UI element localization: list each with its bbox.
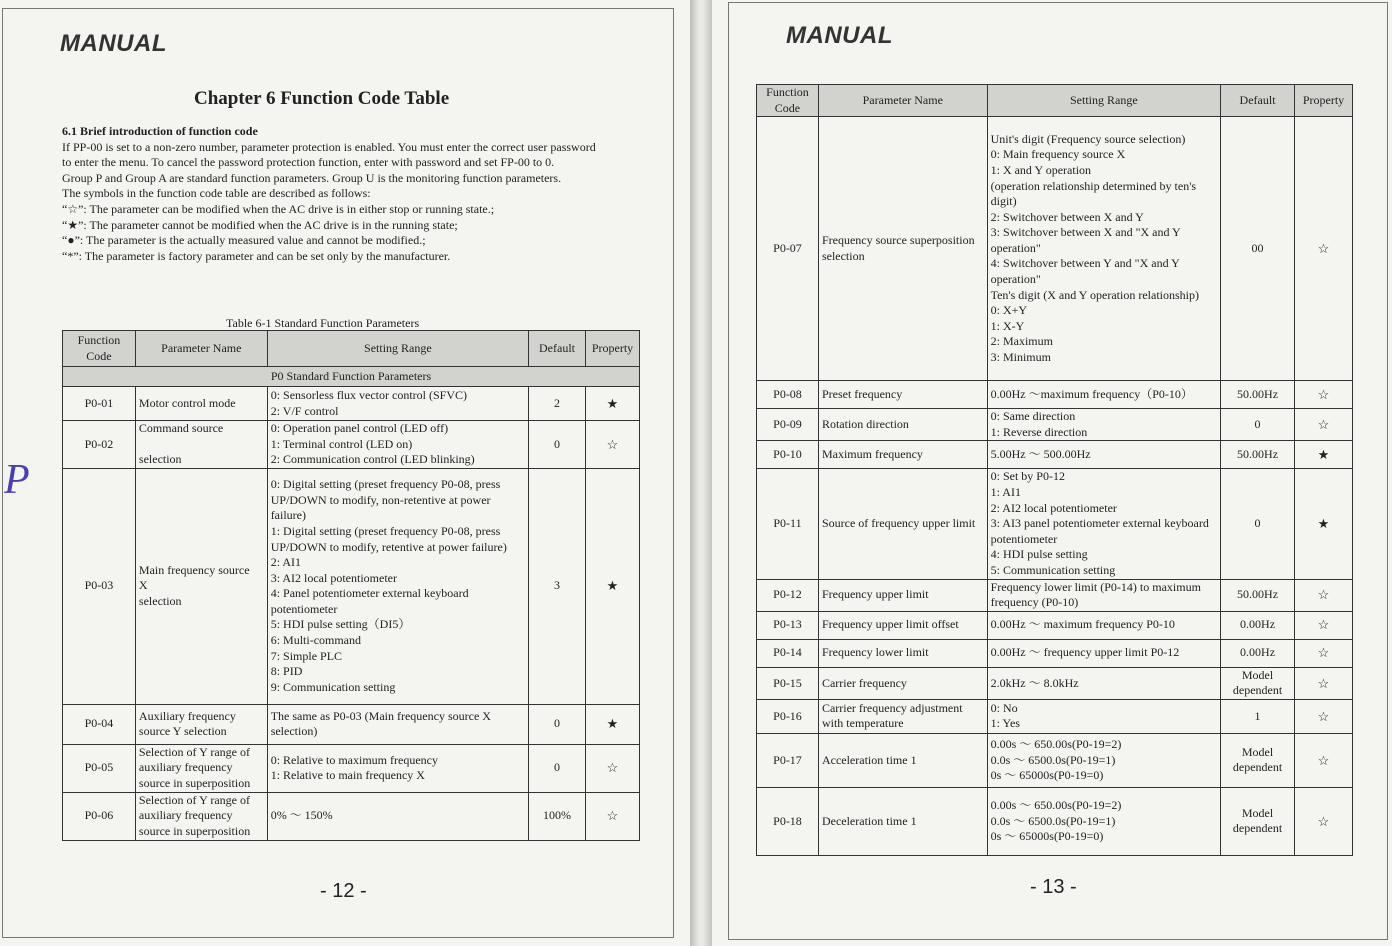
table-subheader: P0 Standard Function Parameters [63,367,640,387]
setting-range-cell: Frequency lower limit (P0-14) to maximum frequency (P0-10) [987,579,1220,611]
default-value-cell: 50.00Hz [1221,579,1295,611]
intro-line: “●”: The parameter is the actually measured value and cannot be modified.; [62,233,426,248]
property-cell: ☆ [1295,787,1353,855]
table-row [757,409,1353,441]
property-cell: ☆ [1295,699,1353,733]
function-code-cell: P0-08 [757,381,819,409]
column-header: Function Code [757,85,819,117]
function-code-cell: P0-06 [63,792,136,840]
property-cell: ☆ [1295,409,1353,441]
property-cell: ☆ [1295,579,1353,611]
function-code-cell: P0-17 [757,733,819,787]
intro-line: Group P and Group A are standard function parameters. Group U is the monitoring function parameters. [62,170,562,185]
function-code-cell: P0-16 [757,699,819,733]
default-value-cell: 00 [1221,117,1295,381]
setting-range-cell: 2.0kHz ～ 8.0kHz [987,667,1220,699]
function-code-cell: P0-18 [757,787,819,855]
setting-range-cell: 0: Set by P0-12 1: AI1 2: AI2 local potentiometer 3: AI3 panel potentiometer external keyboard potentiometer 4: HDI pulse setting 5: Communication setting [987,469,1220,579]
parameter-name-cell: Command source selection [135,421,267,469]
property-cell: ★ [585,704,639,744]
default-value-cell: Model dependent [1221,733,1295,787]
table-row [63,421,640,469]
column-header: Property [1295,85,1353,117]
column-header: Setting Range [987,85,1220,117]
setting-range-cell: The same as P0-03 (Main frequency source X selection) [267,704,528,744]
left-function-table [62,330,640,841]
default-value-cell: 2 [529,387,586,421]
function-code-cell: P0-11 [757,469,819,579]
property-cell: ★ [1295,469,1353,579]
intro-section [62,124,607,264]
default-value-cell: 100% [529,792,586,840]
table-row [757,667,1353,699]
intro-line: “★”: The parameter cannot be modified when the AC drive is in the running state; [62,217,458,232]
right-page [712,0,1392,946]
table-row [757,441,1353,469]
parameter-name-cell: Frequency upper limit offset [818,611,987,639]
intro-heading: 6.1 Brief introduction of function code [62,124,258,138]
property-cell: ☆ [1295,381,1353,409]
table-row [63,387,640,421]
default-value-cell: 0 [529,421,586,469]
page-number-left: - 12 - [320,880,367,902]
column-header: Property [585,331,639,367]
default-value-cell: 0 [529,744,586,792]
parameter-name-cell: Source of frequency upper limit [818,469,987,579]
setting-range-cell: 0: Sensorless flux vector control (SFVC) 2: V/F control [267,387,528,421]
parameter-name-cell: Frequency lower limit [818,639,987,667]
function-code-cell: P0-05 [63,744,136,792]
parameter-name-cell: Rotation direction [818,409,987,441]
setting-range-cell: 0: Operation panel control (LED off) 1: Terminal control (LED on) 2: Communication control (LED blinking) [267,421,528,469]
default-value-cell: 0.00Hz [1221,611,1295,639]
setting-range-cell: 0.00s ～ 650.00s(P0-19=2) 0.0s ～ 6500.0s(P0-19=1) 0s ～ 65000s(P0-19=0) [987,787,1220,855]
table-row [63,704,640,744]
parameter-name-cell: Maximum frequency [818,441,987,469]
intro-line: If PP-00 is set to a non-zero number, parameter protection is enabled. You must enter the correct user password to enter the menu. To cancel the password protection function, enter with password and set FP-00 to 0. [62,139,596,170]
function-code-cell: P0-07 [757,117,819,381]
intro-line: “☆”: The parameter can be modified when the AC drive is in either stop or running state.; [62,201,495,216]
intro-line: “*”: The parameter is factory parameter and can be set only by the manufacturer. [62,248,451,263]
table-row [63,744,640,792]
column-header: Default [1221,85,1295,117]
parameter-name-cell: Acceleration time 1 [818,733,987,787]
setting-range-cell: 0% ～ 150% [267,792,528,840]
default-value-cell: 3 [529,468,586,704]
setting-range-cell: Unit's digit (Frequency source selection) 0: Main frequency source X 1: X and Y operation (operation relationship determined by ten's digit) 2: Switchover between X and Y 3: Switchover between X and "X and Y operation" 4: Switchover between Y and "X and Y operation" Ten's digit (X and Y operation relationship) 0: X+Y 1: X-Y 2: Maximum 3: Minimum [987,117,1220,381]
left-page [0,0,690,946]
default-value-cell: Model dependent [1221,667,1295,699]
column-header: Parameter Name [818,85,987,117]
default-value-cell: 0.00Hz [1221,639,1295,667]
property-cell: ☆ [1295,667,1353,699]
property-cell: ☆ [585,421,639,469]
parameter-name-cell: Main frequency source X selection [135,468,267,704]
table-row [757,381,1353,409]
property-cell: ★ [585,468,639,704]
setting-range-cell: 0: Relative to maximum frequency 1: Relative to main frequency X [267,744,528,792]
function-code-cell: P0-13 [757,611,819,639]
column-header: Function Code [63,331,136,367]
default-value-cell: 50.00Hz [1221,441,1295,469]
function-code-cell: P0-12 [757,579,819,611]
function-code-cell: P0-10 [757,441,819,469]
right-header: MANUAL [786,22,893,49]
table-row [757,699,1353,733]
default-value-cell: 1 [1221,699,1295,733]
parameter-name-cell: Selection of Y range of auxiliary frequency source in superposition [135,744,267,792]
parameter-name-cell: Preset frequency [818,381,987,409]
table-row [757,579,1353,611]
default-value-cell: 0 [1221,469,1295,579]
chapter-title: Chapter 6 Function Code Table [194,88,450,109]
default-value-cell: Model dependent [1221,787,1295,855]
property-cell: ★ [585,387,639,421]
property-cell: ☆ [1295,117,1353,381]
property-cell: ☆ [585,744,639,792]
intro-line: The symbols in the function code table are described as follows: [62,186,371,201]
table-row [757,611,1353,639]
property-cell: ☆ [1295,733,1353,787]
table-row [757,117,1353,381]
setting-range-cell: 0: Same direction 1: Reverse direction [987,409,1220,441]
column-header: Parameter Name [135,331,267,367]
book-gutter [690,0,712,946]
column-header: Setting Range [267,331,528,367]
table-row [757,787,1353,855]
parameter-name-cell: Deceleration time 1 [818,787,987,855]
function-code-cell: P0-03 [63,468,136,704]
right-function-table [756,84,1353,856]
property-cell: ☆ [585,792,639,840]
function-code-cell: P0-01 [63,387,136,421]
function-code-cell: P0-02 [63,421,136,469]
parameter-name-cell: Carrier frequency [818,667,987,699]
function-code-cell: P0-15 [757,667,819,699]
parameter-name-cell: Frequency source superposition selection [818,117,987,381]
parameter-name-cell: Motor control mode [135,387,267,421]
setting-range-cell: 0.00s ～ 650.00s(P0-19=2) 0.0s ～ 6500.0s(P0-19=1) 0s ～ 65000s(P0-19=0) [987,733,1220,787]
property-cell: ☆ [1295,611,1353,639]
setting-range-cell: 0.00Hz ～ frequency upper limit P0-12 [987,639,1220,667]
function-code-cell: P0-04 [63,704,136,744]
table-caption: Table 6-1 Standard Function Parameters [226,316,420,330]
page-number-right: - 13 - [1030,876,1077,898]
table-row [757,733,1353,787]
property-cell: ★ [1295,441,1353,469]
default-value-cell: 50.00Hz [1221,381,1295,409]
parameter-name-cell: Selection of Y range of auxiliary frequency source in superposition [135,792,267,840]
parameter-name-cell: Carrier frequency adjustment with temperature [818,699,987,733]
function-code-cell: P0-09 [757,409,819,441]
table-row [757,469,1353,579]
setting-range-cell: 0.00Hz ～ maximum frequency P0-10 [987,611,1220,639]
left-header: MANUAL [60,30,167,57]
function-code-cell: P0-14 [757,639,819,667]
table-row [63,792,640,840]
setting-range-cell: 5.00Hz ～ 500.00Hz [987,441,1220,469]
table-row [63,468,640,704]
property-cell: ☆ [1295,639,1353,667]
parameter-name-cell: Auxiliary frequency source Y selection [135,704,267,744]
default-value-cell: 0 [529,704,586,744]
default-value-cell: 0 [1221,409,1295,441]
parameter-name-cell: Frequency upper limit [818,579,987,611]
setting-range-cell: 0.00Hz ～maximum frequency（P0-10） [987,381,1220,409]
table-row [757,639,1353,667]
setting-range-cell: 0: No 1: Yes [987,699,1220,733]
setting-range-cell: 0: Digital setting (preset frequency P0-08, press UP/DOWN to modify, non-retentive at power failure) 1: Digital setting (preset frequency P0-08, press UP/DOWN to modify, retentive at power failure) 2: AI1 3: AI2 local potentiometer 4: Panel potentiometer external keyboard potentiometer 5: HDI pulse setting（DI5） 6: Multi-command 7: Simple PLC 8: PID 9: Communication setting [267,468,528,704]
handwritten-p-mark: P [4,457,30,503]
column-header: Default [529,331,586,367]
